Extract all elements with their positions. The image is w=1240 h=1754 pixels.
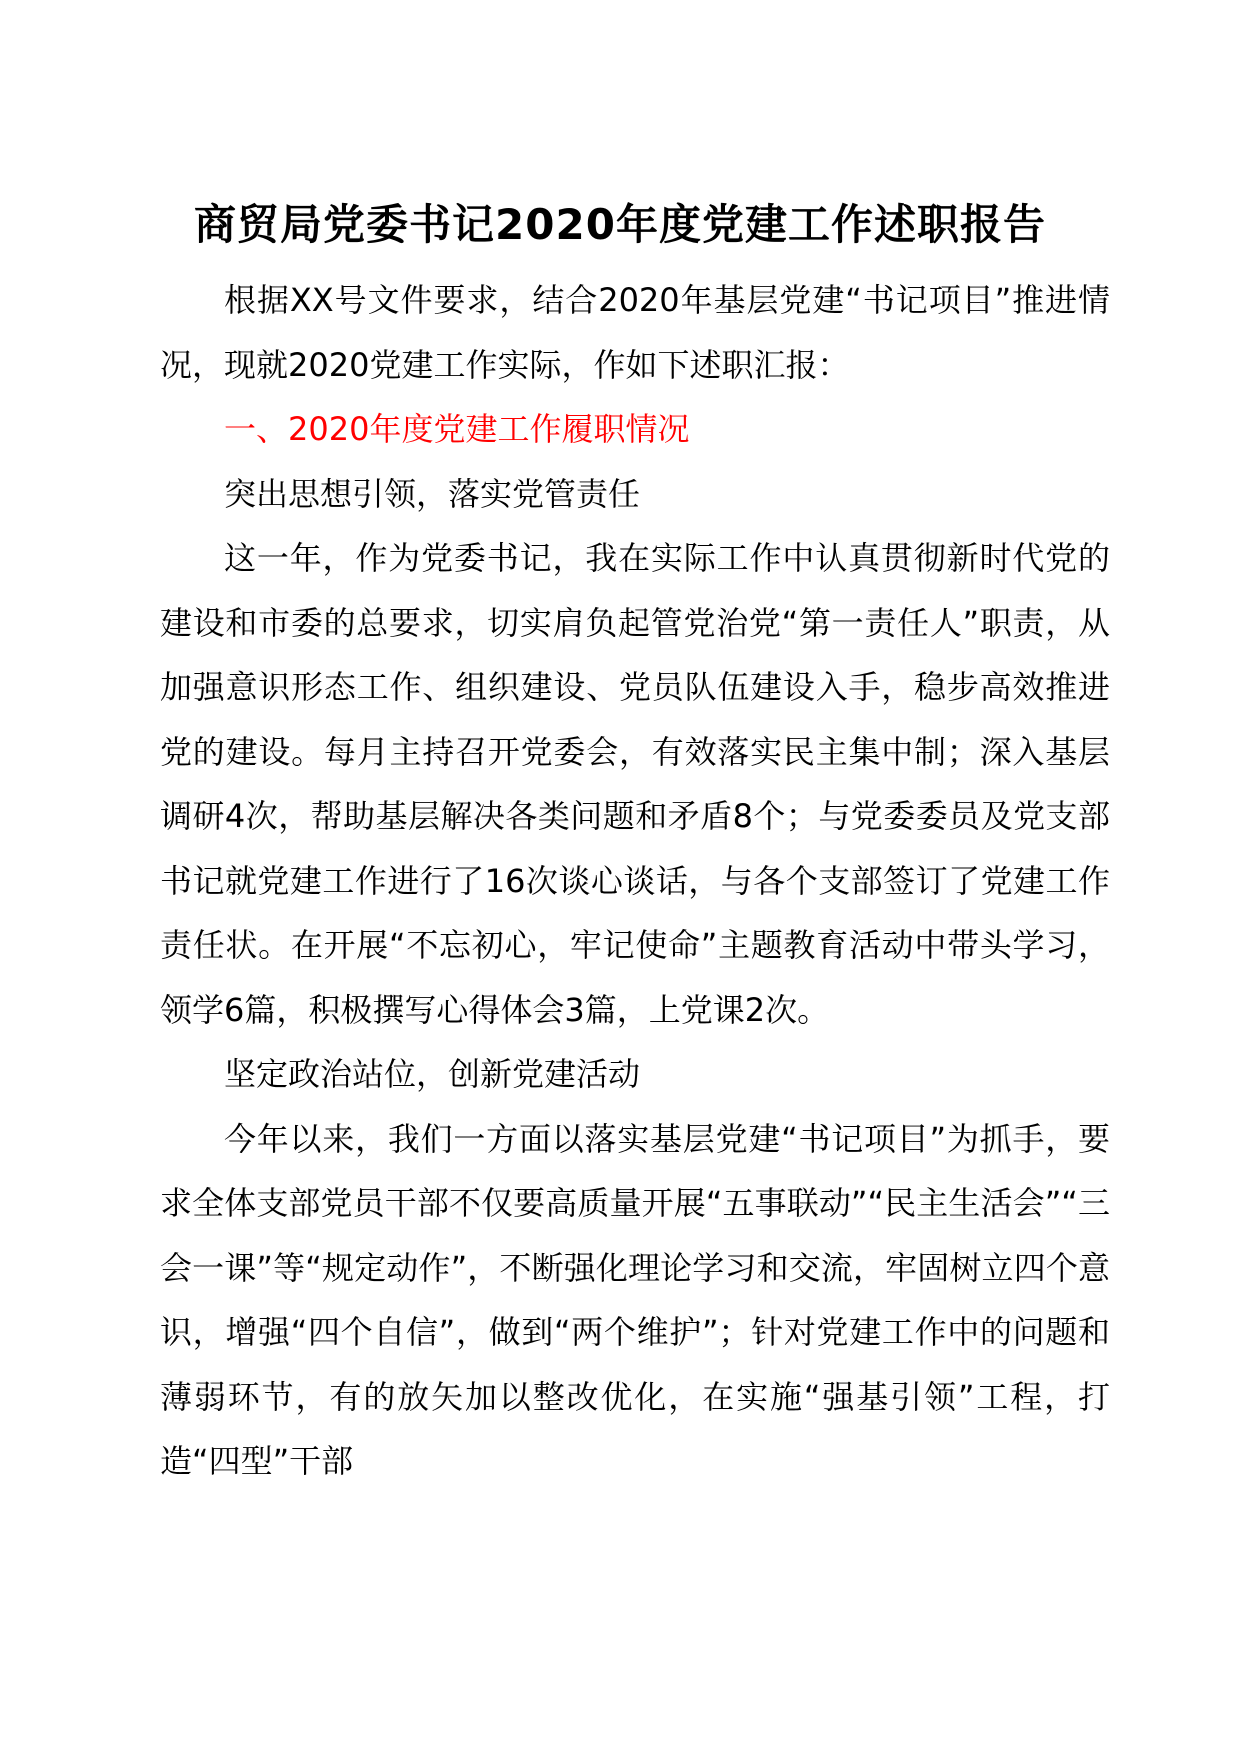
subheading-2: 坚定政治站位，创新党建活动 bbox=[224, 1055, 641, 1093]
section-heading-1: 一、2020年度党建工作履职情况 bbox=[224, 410, 690, 448]
document-title: 商贸局党委书记2020年度党建工作述职报告 bbox=[194, 200, 1046, 249]
document-body bbox=[160, 268, 1110, 1494]
body-paragraph-1: 这一年，作为党委书记，我在实际工作中认真贯彻新时代党的建设和市委的总要求，切实肩负起管党治党“第一责任人”职责，从加强意识形态工作、组织建设、党员队伍建设入手，稳步高效推进党的建设。每月主持召开党委会，有效落实民主集中制；深入基层调研4次，帮助基层解决各类问题和矛盾8个；与党委委员及党支部书记就党建工作进行了16次谈心谈话，与各个支部签订了党建工作责任状。在开展“不忘初心，牢记使命”主题教育活动中带头学习，领学6篇，积极撰写心得体会3篇，上党课2次。 bbox=[160, 539, 1110, 1029]
body-paragraph-2: 今年以来，我们一方面以落实基层党建“书记项目”为抓手，要求全体支部党员干部不仅要高质量开展“五事联动”“民主生活会”“三会一课”等“规定动作”，不断强化理论学习和交流，牢固树立四个意识，增强“四个自信”，做到“两个维护”；针对党建工作中的问题和薄弱环节，有的放矢加以整改优化，在实施“强基引领”工程，打造“四型”干部 bbox=[160, 1119, 1110, 1480]
intro-paragraph: 根据XX号文件要求，结合2020年基层党建“书记项目”推进情况，现就2020党建工作实际，作如下述职汇报： bbox=[160, 281, 1110, 384]
subheading-1: 突出思想引领，落实党管责任 bbox=[224, 474, 641, 513]
